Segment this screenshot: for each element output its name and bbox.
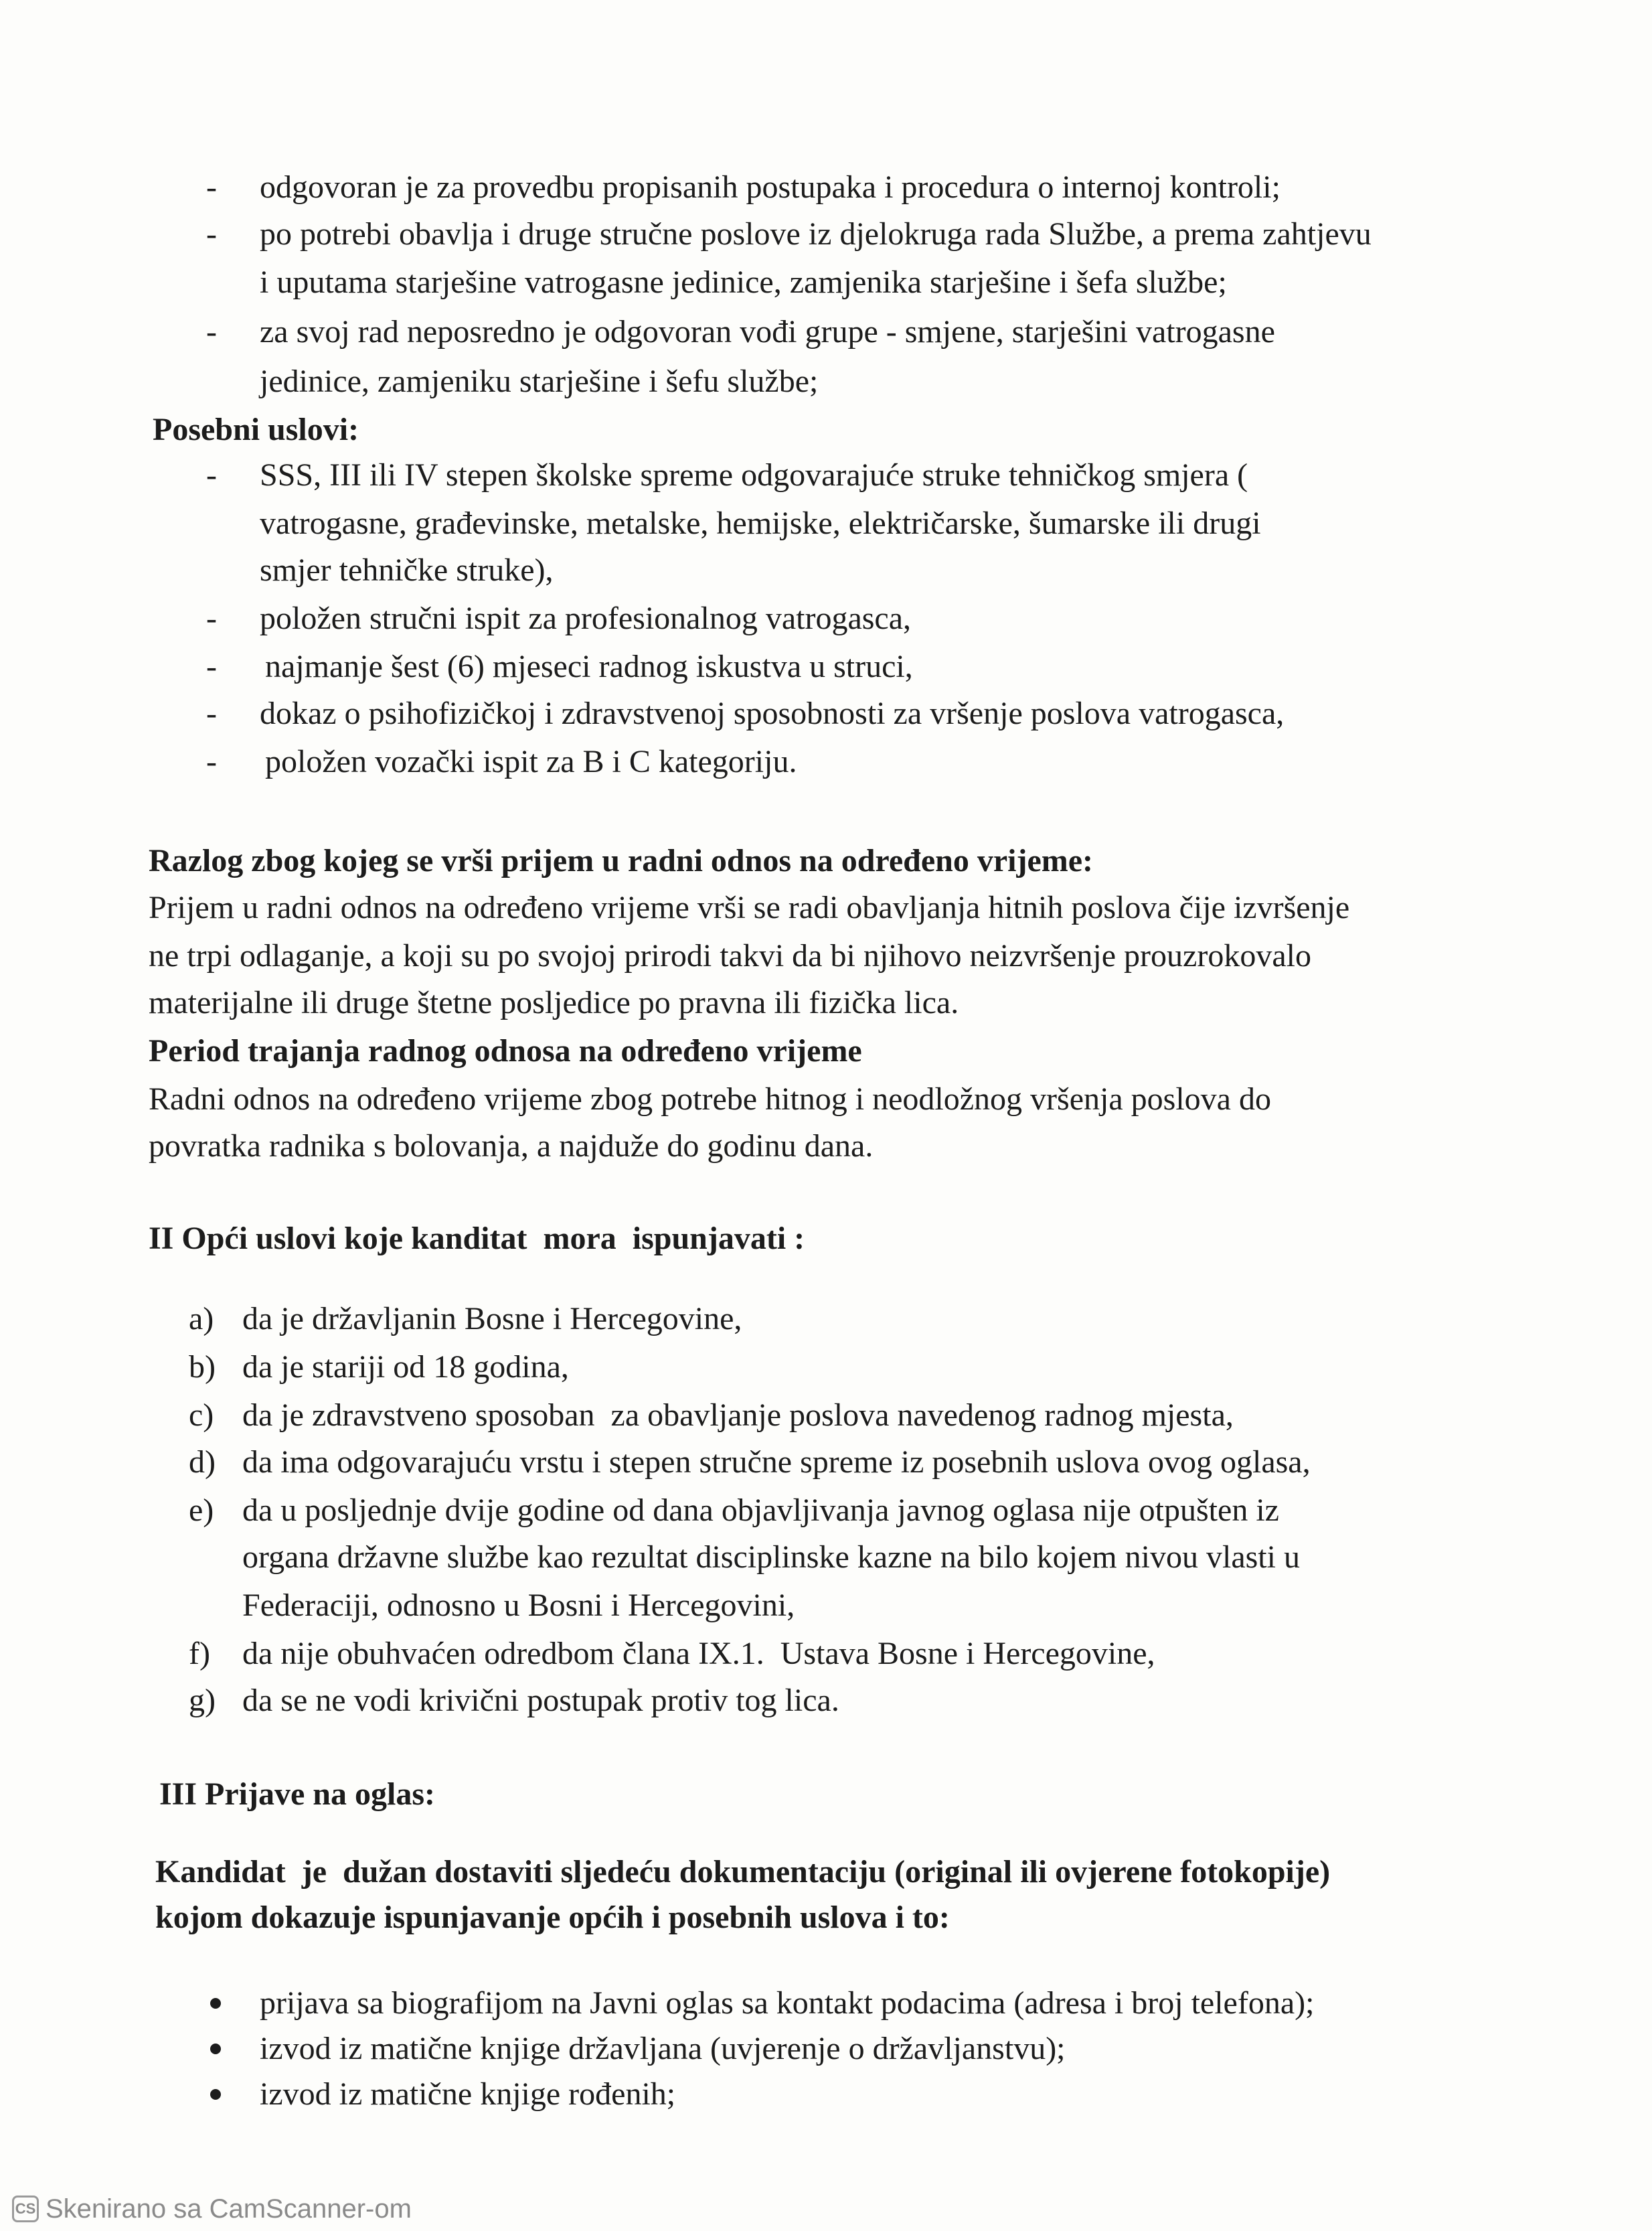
bullet-text: položen stručni ispit za profesionalnog vatrogasca, bbox=[260, 601, 912, 636]
camscanner-logo-icon: CS bbox=[12, 2196, 39, 2222]
list-item-text: Federaciji, odnosno u Bosni i Hercegovini, bbox=[242, 1588, 795, 1623]
list-marker: f) bbox=[189, 1636, 210, 1671]
paragraph-line: povratka radnika s bolovanja, a najduže do godinu dana. bbox=[149, 1128, 874, 1164]
list-item-text: da u posljednje dvije godine od dana objavljivanja javnog oglasa nije otpušten iz bbox=[242, 1492, 1279, 1528]
paragraph-line: ne trpi odlaganje, a koji su po svojoj prirodi takvi da bi njihovo neizvršenje prouzrokovalo bbox=[149, 938, 1311, 974]
bullet-text: za svoj rad neposredno je odgovoran vođi grupe - smjene, starješini vatrogasne bbox=[260, 314, 1275, 350]
list-marker: g) bbox=[189, 1683, 216, 1718]
dash-bullet: - bbox=[206, 457, 217, 493]
section-heading-period: Period trajanja radnog odnosa na određeno vrijeme bbox=[149, 1033, 862, 1069]
round-bullet bbox=[210, 1998, 221, 2009]
bullet-text: jedinice, zamjeniku starješine i šefu službe; bbox=[260, 364, 819, 399]
dash-bullet: - bbox=[206, 216, 217, 252]
dash-bullet: - bbox=[206, 601, 217, 636]
section-heading-prijave: III Prijave na oglas: bbox=[159, 1776, 435, 1812]
bullet-text: dokaz o psihofizičkoj i zdravstvenoj sposobnosti za vršenje poslova vatrogasca, bbox=[260, 696, 1285, 731]
paragraph-line-bold: Kandidat je dužan dostaviti sljedeću dokumentaciju (original ili ovjerene fotokopije) bbox=[155, 1854, 1331, 1890]
list-item-text: da se ne vodi krivični postupak protiv tog lica. bbox=[242, 1683, 839, 1718]
dash-bullet: - bbox=[206, 744, 217, 779]
list-marker: c) bbox=[189, 1397, 214, 1433]
list-item-text: da je zdravstveno sposoban za obavljanje poslova navedenog radnog mjesta, bbox=[242, 1397, 1234, 1433]
document-item: izvod iz matične knjige rođenih; bbox=[260, 2076, 676, 2112]
bullet-text: po potrebi obavlja i druge stručne poslove iz djelokruga rada Službe, a prema zahtjevu bbox=[260, 216, 1372, 252]
list-marker: d) bbox=[189, 1444, 216, 1480]
round-bullet bbox=[210, 2089, 221, 2100]
section-heading-posebni: Posebni uslovi: bbox=[153, 412, 359, 447]
camscanner-watermark bbox=[12, 2192, 412, 2226]
round-bullet bbox=[210, 2044, 221, 2054]
section-heading-razlog: Razlog zbog kojeg se vrši prijem u radni odnos na određeno vrijeme: bbox=[149, 843, 1094, 878]
list-item-text: da je stariji od 18 godina, bbox=[242, 1349, 569, 1385]
dash-bullet: - bbox=[206, 649, 217, 684]
list-item-text: da ima odgovarajuću vrstu i stepen stručne spreme iz posebnih uslova ovog oglasa, bbox=[242, 1444, 1311, 1480]
dash-bullet: - bbox=[206, 696, 217, 731]
list-item-text: da nije obuhvaćen odredbom člana IX.1. Ustava Bosne i Hercegovine, bbox=[242, 1636, 1155, 1671]
dash-bullet: - bbox=[206, 169, 217, 205]
document-item: prijava sa biografijom na Javni oglas sa kontakt podacima (adresa i broj telefona); bbox=[260, 1985, 1315, 2021]
paragraph-line-bold: kojom dokazuje ispunjavanje općih i posebnih uslova i to: bbox=[155, 1900, 950, 1935]
paragraph-line: Radni odnos na određeno vrijeme zbog potrebe hitnog i neodložnog vršenja poslova do bbox=[149, 1081, 1271, 1117]
bullet-text: najmanje šest (6) mjeseci radnog iskustva u struci, bbox=[265, 649, 913, 684]
list-marker: e) bbox=[189, 1492, 214, 1528]
paragraph-line: Prijem u radni odnos na određeno vrijeme vrši se radi obavljanja hitnih poslova čije izvršenje bbox=[149, 890, 1350, 925]
list-item-text: organa državne službe kao rezultat disciplinske kazne na bilo kojem nivou vlasti u bbox=[242, 1539, 1300, 1575]
document-item: izvod iz matične knjige državljana (uvjerenje o državljanstvu); bbox=[260, 2031, 1066, 2066]
bullet-text: položen vozački ispit za B i C kategoriju. bbox=[265, 744, 797, 779]
list-item-text: da je državljanin Bosne i Hercegovine, bbox=[242, 1301, 742, 1336]
bullet-text: i uputama starješine vatrogasne jedinice, zamjenika starješine i šefa službe; bbox=[260, 264, 1227, 300]
bullet-text: odgovoran je za provedbu propisanih postupaka i procedura o internoj kontroli; bbox=[260, 169, 1281, 205]
section-heading-opci: II Opći uslovi koje kanditat mora ispunjavati : bbox=[149, 1221, 805, 1256]
list-marker: b) bbox=[189, 1349, 216, 1385]
bullet-text: smjer tehničke struke), bbox=[260, 552, 554, 588]
list-marker: a) bbox=[189, 1301, 214, 1336]
bullet-text: SSS, III ili IV stepen školske spreme odgovarajuće struke tehničkog smjera ( bbox=[260, 457, 1248, 493]
watermark-text: Skenirano sa CamScanner-om bbox=[46, 2194, 412, 2224]
paragraph-line: materijalne ili druge štetne posljedice po pravna ili fizička lica. bbox=[149, 985, 959, 1020]
bullet-text: vatrogasne, građevinske, metalske, hemijske, električarske, šumarske ili drugi bbox=[260, 506, 1261, 541]
dash-bullet: - bbox=[206, 314, 217, 350]
